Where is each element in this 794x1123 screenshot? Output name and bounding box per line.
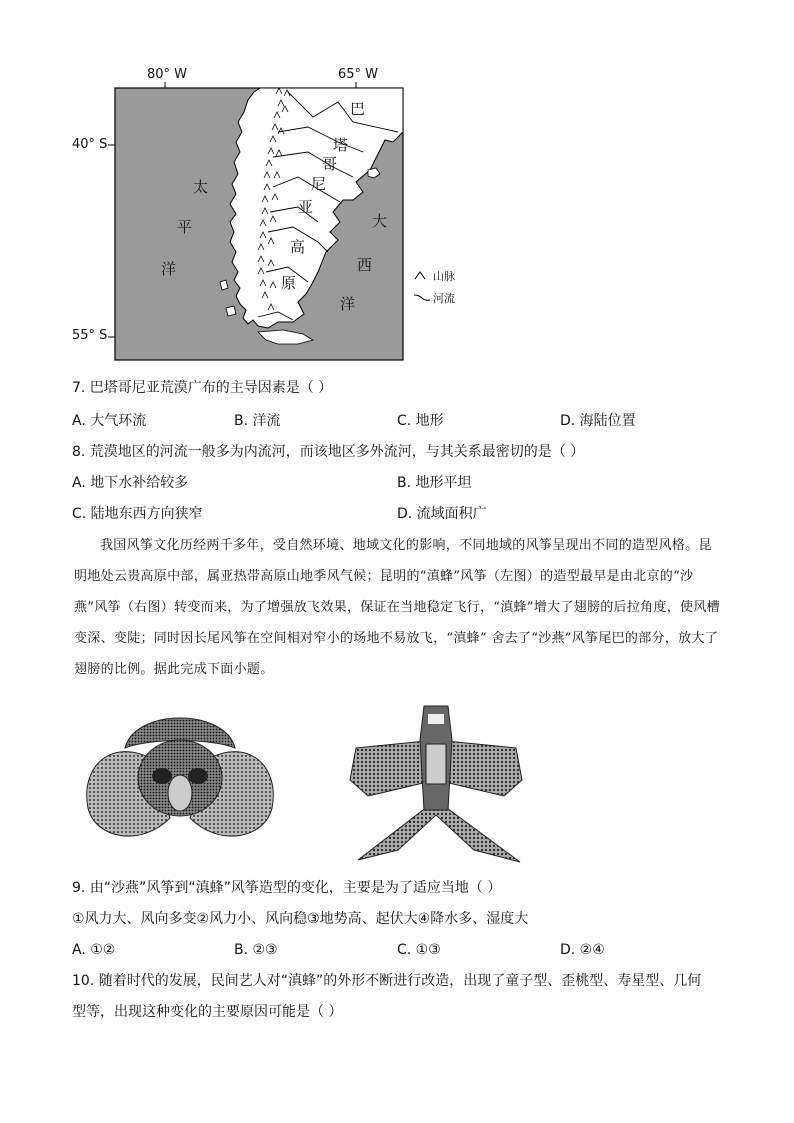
map-label-da: 大 [372, 212, 388, 230]
q7-option-c[interactable]: C. 地形 [397, 413, 444, 429]
lon-label-65w: 65° W [338, 67, 379, 82]
map-label-yang-atlantic: 洋 [340, 295, 356, 313]
map-label-ge: 哥 [322, 155, 338, 173]
island [226, 306, 236, 316]
question-9: 9. 由“沙燕”风筝到“滇蜂”风筝造型的变化，主要是为了适应当地（ ） [72, 880, 502, 896]
q9-option-b[interactable]: B. ②③ [234, 942, 278, 958]
q8-option-a[interactable]: A. 地下水补给较多 [72, 475, 189, 491]
shayan-kite-image [348, 700, 524, 868]
legend-mountain-label: 山脉 [433, 270, 455, 283]
q9-statements: ①风力大、风向多变②风力小、风向稳③地势高、起伏大④降水多、湿度大 [72, 911, 529, 927]
lat-label-55s: 55° S [72, 328, 108, 343]
question-8: 8. 荒漠地区的河流一般多为内流河，而该地区多外流河，与其关系最密切的是（ ） [72, 444, 585, 460]
q7-option-d[interactable]: D. 海陆位置 [560, 413, 636, 429]
q7-option-b[interactable]: B. 洋流 [234, 413, 281, 429]
map-label-yuan: 原 [281, 274, 297, 292]
q8-option-d[interactable]: D. 流域面积广 [397, 506, 487, 522]
map-label-ping: 平 [177, 218, 193, 236]
map-label-yang-pacific: 洋 [161, 260, 177, 278]
map-label-ni: 尼 [311, 175, 327, 193]
map-label-tai: 太 [193, 178, 209, 196]
map-label-xi: 西 [357, 256, 373, 274]
q9-option-a[interactable]: A. ①② [72, 942, 116, 958]
lon-label-80w: 80° W [147, 67, 188, 82]
q8-option-b[interactable]: B. 地形平坦 [397, 475, 472, 491]
q9-option-c[interactable]: C. ①③ [397, 942, 441, 958]
patagonia-map [108, 82, 408, 366]
question-10-line-2: 型等，出现这种变化的主要原因可能是（ ） [72, 1004, 343, 1020]
map-legend [413, 266, 473, 310]
reading-passage: 我国风筝文化历经两千多年，受自然环境、地域文化的影响，不同地域的风筝呈现出不同的造型风格。昆明地处云贵高原中部，属亚热带高原山地季风气候；昆明的“滇蜂”风筝（左图）的造型最早是由北京的“沙燕”风筝（右图）转变而来，为了增强放飞效果，保证在当地稳定飞行，“滇蜂”增大了翅膀的后拉角度，使风槽变深、变陡；同时因长尾风筝在空间相对窄小的场地不易放飞，“滇蜂” 舍去了“沙燕”风筝尾巴的部分，放大了翅膀的比例。据此完成下面小题。 [74, 538, 720, 677]
q8-option-c[interactable]: C. 陆地东西方向狭窄 [72, 506, 203, 522]
map-label-ta: 塔 [333, 136, 349, 154]
question-7: 7. 巴塔哥尼亚荒漠广布的主导因素是（ ） [72, 380, 333, 396]
legend-river-label: 河流 [433, 292, 455, 305]
river-icon [413, 292, 431, 302]
q7-option-a[interactable]: A. 大气环流 [72, 413, 147, 429]
map-label-ya: 亚 [298, 198, 314, 216]
map-label-ba: 巴 [350, 100, 366, 118]
map-label-gao: 高 [290, 238, 306, 256]
lat-label-40s: 40° S [72, 137, 108, 152]
mountain-icon [413, 270, 429, 280]
question-10-line-1: 10. 随着时代的发展，民间艺人对“滇蜂”的外形不断进行改造，出现了童子型、歪桃型、寿星型、几何 [72, 973, 702, 989]
q9-option-d[interactable]: D. ②④ [560, 942, 605, 958]
dianfeng-kite-image [80, 698, 280, 846]
